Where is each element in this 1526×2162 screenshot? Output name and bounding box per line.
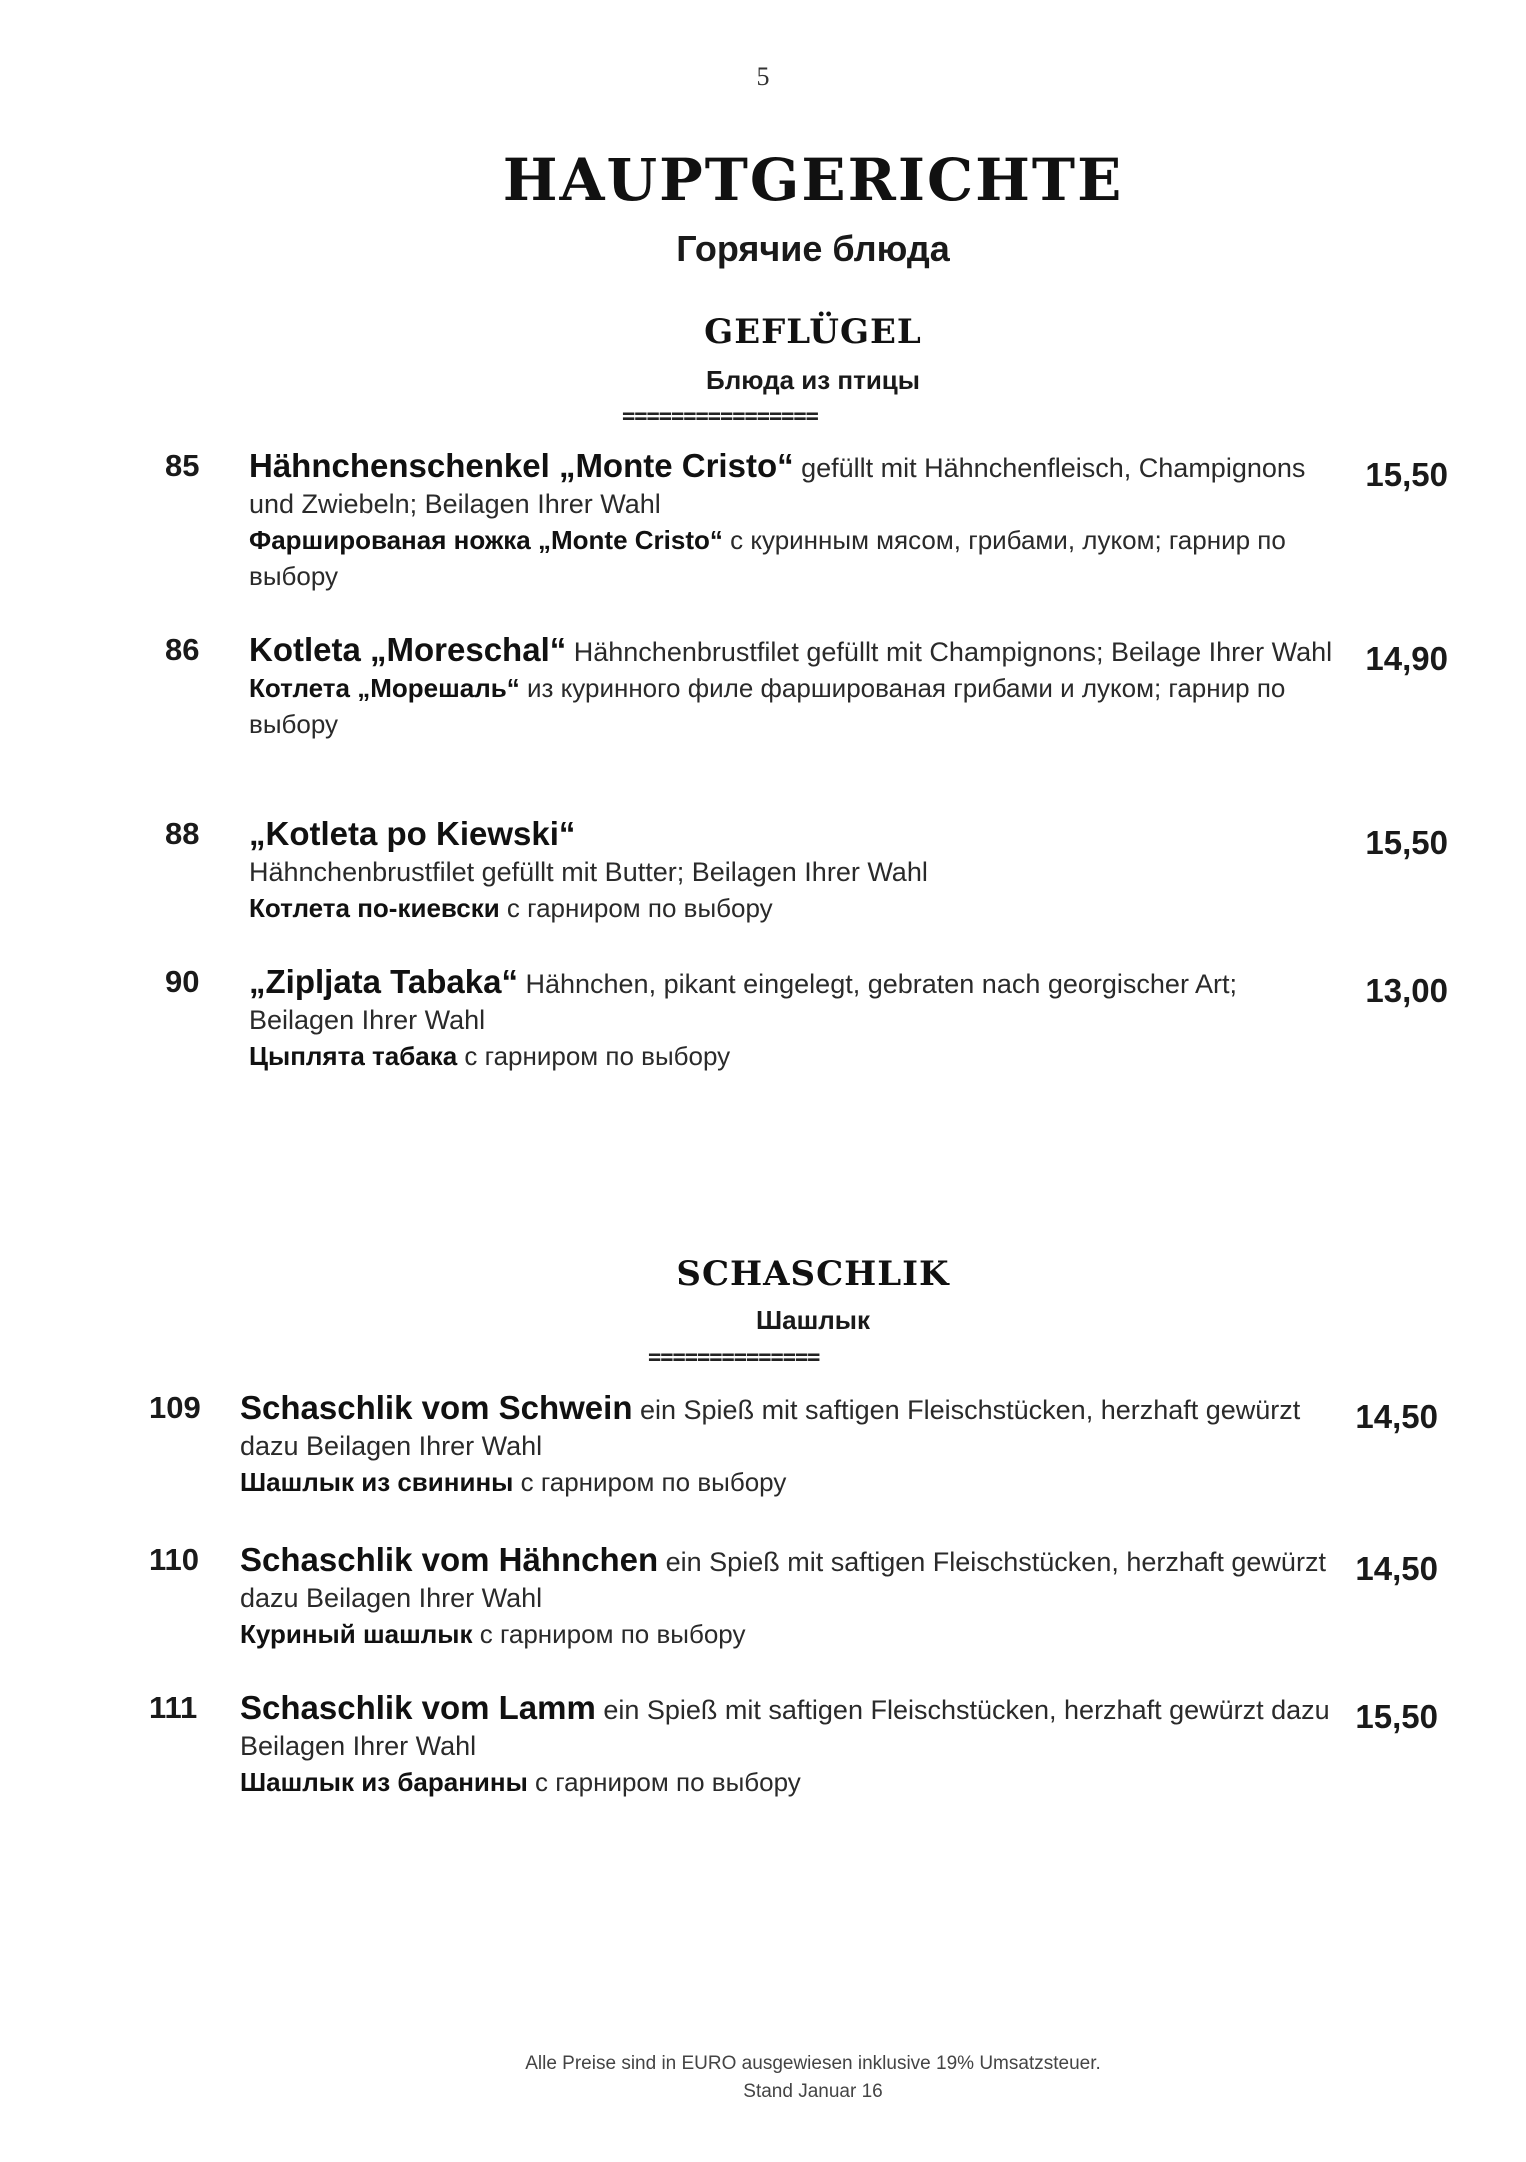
item-name-ru: Шашлык из свинины [240,1467,514,1497]
section-divider: ================ [622,404,818,429]
item-desc-ru: с гарниром по выбору [457,1041,731,1071]
item-desc: Hähnchenbrustfilet gefüllt mit Butter; Beilagen Ihrer Wahl [249,857,928,887]
item-desc: ein Spieß mit saftigen Fleischstücken, herzhaft gewürzt dazu Beilagen Ihrer Wahl [240,1547,1326,1613]
item-description [240,1690,1330,1800]
item-desc-ru: с гарниром по выбору [513,1467,787,1497]
item-name: Schaschlik vom Schwein [240,1389,633,1426]
page-subtitle: Горячие блюда [676,228,950,269]
item-name-ru: Шашлык из баранины [240,1767,528,1797]
item-description [249,816,1339,926]
item-desc: Hähnchenbrustfilet gefüllt mit Champignons; Beilage Ihrer Wahl [566,637,1333,667]
item-desc-ru: с гарниром по выбору [527,1767,801,1797]
item-description [240,1390,1330,1500]
item-name: „Zipljata Tabaka“ [249,963,518,1000]
item-name: Schaschlik vom Lamm [240,1689,596,1726]
item-desc-ru: с гарниром по выбору [499,893,773,923]
item-desc: ein Spieß mit saftigen Fleischstücken, herzhaft gewürzt dazu Beilagen Ihrer Wahl [240,1695,1330,1761]
item-number: 88 [165,816,200,851]
item-number: 90 [165,964,200,999]
item-desc: Hähnchen, pikant eingelegt, gebraten nach georgischer Art; Beilagen Ihrer Wahl [249,969,1237,1035]
item-name-ru: Фаршированая ножка „Monte Cristo“ [249,525,723,555]
section-subtitle-gefluegel: Блюда из птицы [706,365,920,395]
item-price: 14,90 [1365,640,1448,677]
item-price: 13,00 [1365,972,1448,1009]
item-number: 109 [149,1390,201,1425]
page-number: 5 [756,62,770,91]
item-number: 86 [165,632,200,667]
section-subtitle-schaschlik: Шашлык [756,1305,870,1335]
item-name: Schaschlik vom Hähnchen [240,1541,659,1578]
item-number: 110 [149,1542,200,1577]
item-desc: ein Spieß mit saftigen Fleischstücken, herzhaft gewürzt dazu Beilagen Ihrer Wahl [240,1395,1301,1461]
item-desc-ru: с гарниром по выбору [472,1619,746,1649]
item-name-ru: Котлета по-киевски [249,893,500,923]
item-name-ru: Котлета „Морешаль“ [249,673,520,703]
item-desc-ru: из куринного филе фаршированая грибами и луком; гарнир по выбору [249,673,1286,739]
item-desc-ru: с куринным мясом, грибами, луком; гарнир по выбору [249,525,1286,591]
item-name: Hähnchenschenkel „Monte Cristo“ [249,447,794,484]
section-divider: ============== [648,1345,820,1370]
footer-date: Stand Januar 16 [743,2081,883,2102]
page-title: HAUPTGERICHTE [502,146,1124,214]
item-description [249,632,1339,742]
item-name: Kotleta „Moreschal“ [249,631,567,668]
item-description [240,1542,1330,1652]
footer-note: Alle Preise sind in EURO ausgewiesen inklusive 19% Umsatzsteuer. [525,2053,1101,2074]
item-desc: gefüllt mit Hähnchenfleisch, Champignons und Zwiebeln; Beilagen Ihrer Wahl [249,453,1306,519]
item-name-ru: Цыплята табака [249,1041,458,1071]
item-price: 15,50 [1365,456,1448,493]
item-name-ru: Куриный шашлык [240,1619,473,1649]
item-description [249,964,1339,1074]
section-title-schaschlik: SCHASCHLIK [676,1254,950,1294]
item-number: 85 [165,448,200,483]
section-title-gefluegel: GEFLÜGEL [704,312,922,352]
item-price: 14,50 [1355,1550,1438,1587]
item-number: 111 [149,1690,198,1725]
item-price: 15,50 [1365,824,1448,861]
item-price: 15,50 [1355,1698,1438,1735]
item-price: 14,50 [1355,1398,1438,1435]
item-description [249,448,1339,594]
item-name: „Kotleta po Kiewski“ [249,815,576,852]
